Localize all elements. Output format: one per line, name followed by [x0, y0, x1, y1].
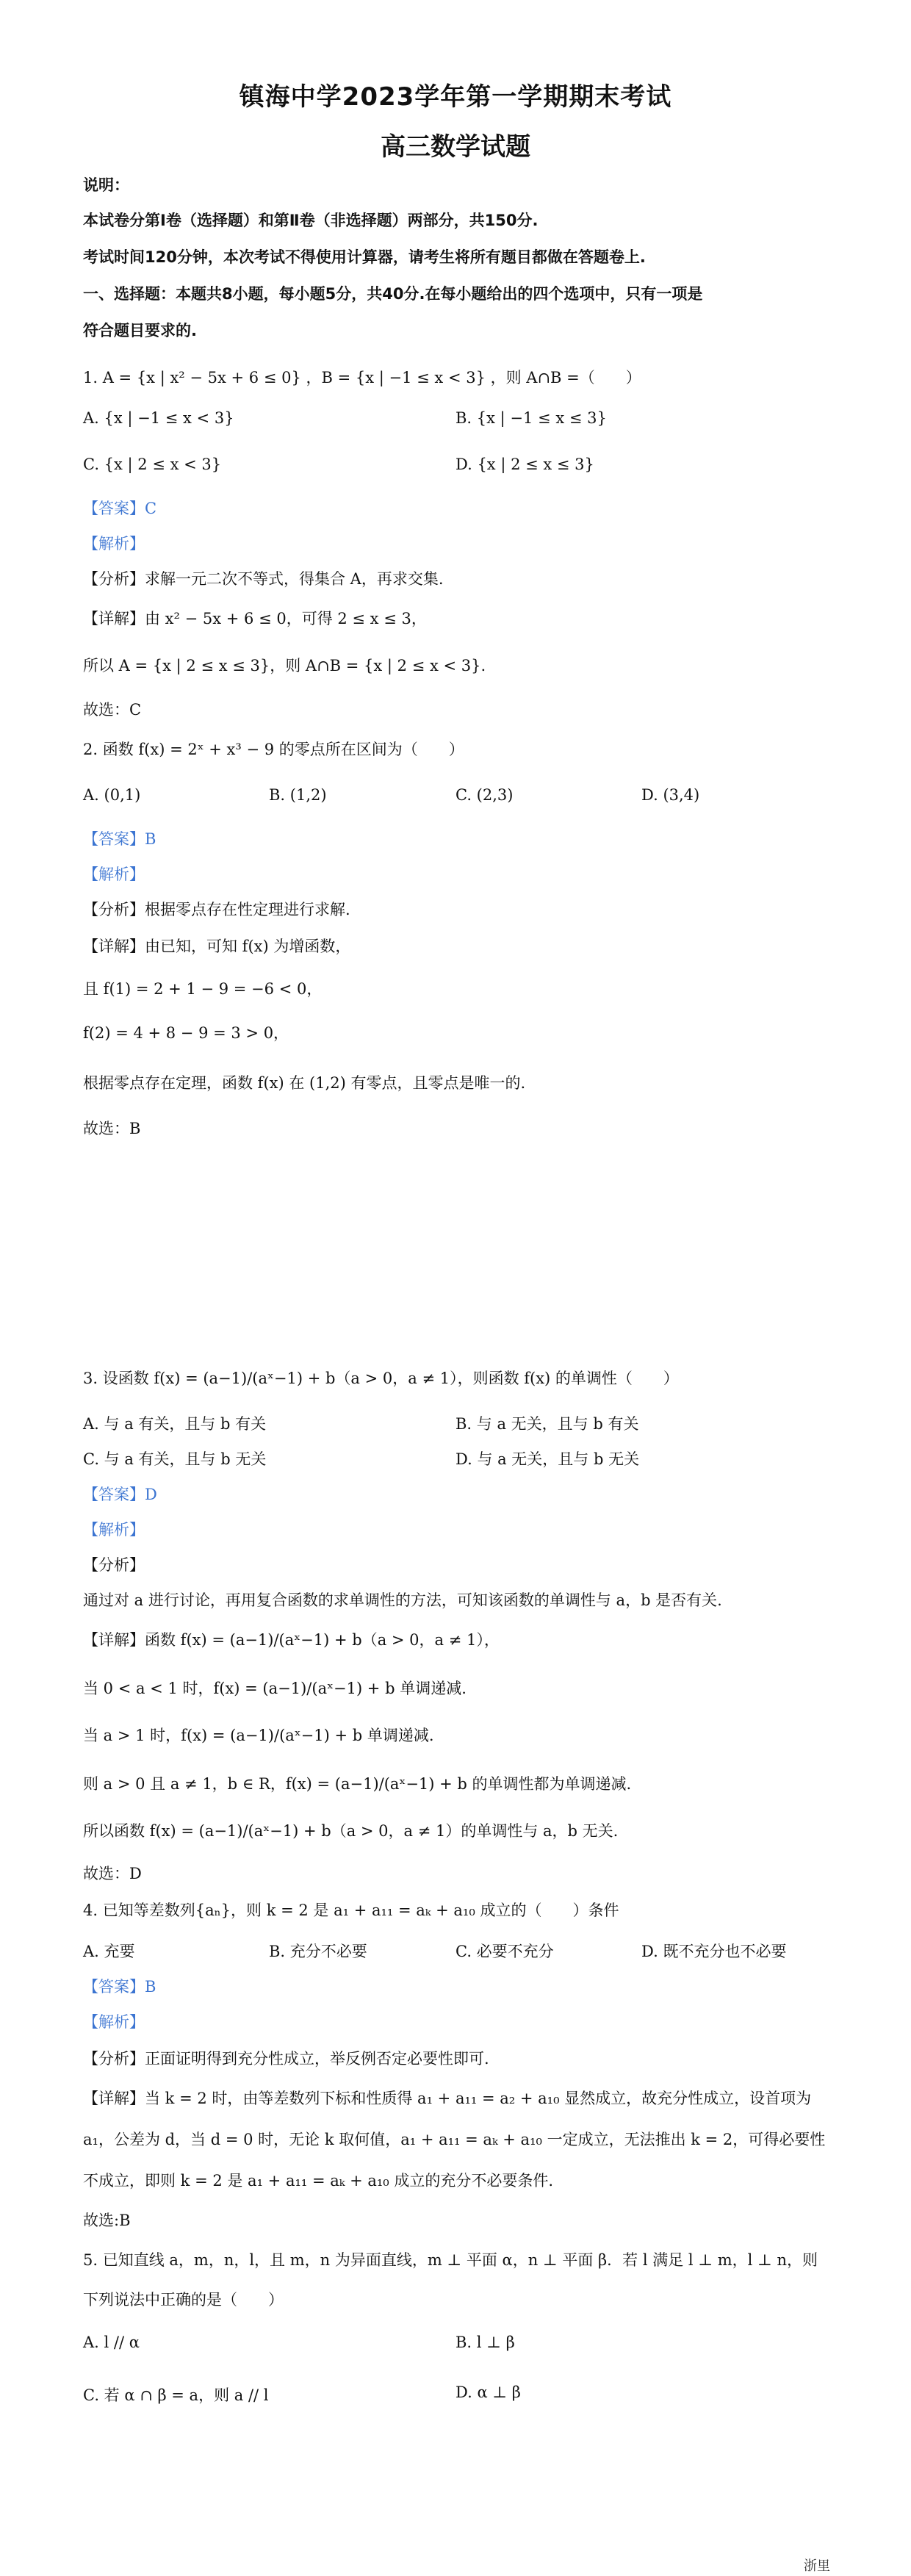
q1-stem: 1. A = {x | x² − 5x + 6 ≤ 0} ，B = {x | −1 ≤ x < 3} ，则 A∩B =（ ）: [83, 369, 641, 386]
q3-detail-4: 则 a > 0 且 a ≠ 1，b ∈ R，f(x) = (a−1)/(aˣ−1) + b 的单调性都为单调递减.: [83, 1775, 632, 1793]
q5-stem-2: 下列说法中正确的是（ ）: [83, 2291, 284, 2309]
q1-option-d: D. {x | 2 ≤ x ≤ 3}: [455, 456, 594, 473]
q2-option-d: D. (3,4): [641, 786, 700, 804]
q3-answer: 【答案】D: [83, 1486, 157, 1503]
q3-option-b: B. 与 a 无关，且与 b 有关: [455, 1415, 639, 1433]
section-heading: 一、选择题：本题共8小题，每小题5分，共40分.在每小题给出的四个选项中，只有一项是: [83, 285, 703, 303]
q4-answer: 【答案】B: [83, 1978, 156, 1996]
q2-stem: 2. 函数 f(x) = 2ˣ + x³ − 9 的零点所在区间为（ ）: [83, 741, 464, 758]
q2-choice: 故选：B: [83, 1120, 141, 1137]
q5-option-a: A. l // α: [83, 2334, 140, 2351]
q2-detail-3: f(2) = 4 + 8 − 9 = 3 > 0，: [83, 1024, 289, 1042]
footer-watermark: 浙里: [804, 2558, 830, 2574]
q1-detail-1: 【详解】由 x² − 5x + 6 ≤ 0，可得 2 ≤ x ≤ 3，: [83, 610, 427, 627]
q1-choice: 故选：C: [83, 701, 142, 719]
q4-option-c: C. 必要不充分: [455, 1943, 554, 1960]
q4-detail-2: a₁，公差为 d，当 d = 0 时，无论 k 取何值，a₁ + a₁₁ = aₖ + a₁₀ 一定成立，无法推出 k = 2，可得必要性: [83, 2131, 826, 2148]
q3-stem: 3. 设函数 f(x) = (a−1)/(aˣ−1) + b（a > 0，a ≠ 1），则函数 f(x) 的单调性（ ）: [83, 1370, 679, 1387]
q1-analysis: 【分析】求解一元二次不等式，得集合 A，再求交集.: [83, 570, 444, 588]
q3-choice: 故选：D: [83, 1865, 142, 1882]
q3-analysis-label: 【分析】: [83, 1556, 145, 1574]
q3-jiexi: 【解析】: [83, 1521, 145, 1539]
q1-jiexi: 【解析】: [83, 535, 145, 553]
q3-detail-2: 当 0 < a < 1 时，f(x) = (a−1)/(aˣ−1) + b 单调递减.: [83, 1680, 467, 1697]
q3-option-d: D. 与 a 无关，且与 b 无关: [455, 1450, 640, 1468]
section-heading-cont: 符合题目要求的.: [83, 322, 197, 339]
q2-detail-1: 【详解】由已知，可知 f(x) 为增函数，: [83, 938, 351, 955]
q1-detail-2: 所以 A = {x | 2 ≤ x ≤ 3}，则 A∩B = {x | 2 ≤ x < 3}.: [83, 657, 486, 674]
q4-detail-3: 不成立，即则 k = 2 是 a₁ + a₁₁ = aₖ + a₁₀ 成立的充分不必要条件.: [83, 2172, 554, 2190]
q2-option-b: B. (1,2): [269, 786, 327, 804]
q3-detail-5: 所以函数 f(x) = (a−1)/(aˣ−1) + b（a > 0，a ≠ 1）的单调性与 a，b 无关.: [83, 1822, 619, 1840]
q5-stem-1: 5. 已知直线 a，m，n，l，且 m，n 为异面直线，m ⊥ 平面 α，n ⊥ 平面 β．若 l 满足 l ⊥ m，l ⊥ n，则: [83, 2251, 818, 2269]
q2-detail-2: 且 f(1) = 2 + 1 − 9 = −6 < 0，: [83, 980, 323, 998]
exam-subtitle: 高三数学试题: [381, 132, 530, 162]
q4-jiexi: 【解析】: [83, 2013, 145, 2031]
q4-option-a: A. 充要: [83, 1943, 135, 1960]
q5-option-c: C. 若 α ∩ β = a，则 a // l: [83, 2386, 269, 2404]
q3-detail-3: 当 a > 1 时，f(x) = (a−1)/(aˣ−1) + b 单调递减.: [83, 1727, 434, 1744]
intro-line-2: 考试时间120分钟，本次考试不得使用计算器，请考生将所有题目都做在答题卷上.: [83, 248, 646, 266]
q3-option-a: A. 与 a 有关，且与 b 有关: [83, 1415, 267, 1433]
q4-option-b: B. 充分不必要: [269, 1943, 367, 1960]
q2-answer: 【答案】B: [83, 830, 156, 848]
q4-stem: 4. 已知等差数列{aₙ}，则 k = 2 是 a₁ + a₁₁ = aₖ + a₁₀ 成立的（ ）条件: [83, 1902, 619, 1919]
q4-choice: 故选:B: [83, 2212, 131, 2229]
q5-option-d: D. α ⊥ β: [455, 2383, 521, 2401]
q4-option-d: D. 既不充分也不必要: [641, 1943, 787, 1960]
q2-detail-4: 根据零点存在定理，函数 f(x) 在 (1,2) 有零点，且零点是唯一的.: [83, 1074, 526, 1092]
q4-analysis: 【分析】正面证明得到充分性成立，举反例否定必要性即可.: [83, 2050, 489, 2068]
q2-option-c: C. (2,3): [455, 786, 514, 804]
q2-jiexi: 【解析】: [83, 866, 145, 883]
q1-option-b: B. {x | −1 ≤ x ≤ 3}: [455, 409, 607, 427]
q1-option-a: A. {x | −1 ≤ x < 3}: [83, 409, 234, 427]
q3-detail-1: 【详解】函数 f(x) = (a−1)/(aˣ−1) + b（a > 0，a ≠ 1），: [83, 1631, 500, 1649]
intro-label: 说明：: [83, 176, 129, 194]
q1-answer: 【答案】C: [83, 500, 157, 517]
intro-line-1: 本试卷分第Ⅰ卷（选择题）和第Ⅱ卷（非选择题）两部分，共150分.: [83, 212, 539, 229]
q2-option-a: A. (0,1): [83, 786, 141, 804]
q4-detail-1: 【详解】当 k = 2 时，由等差数列下标和性质得 a₁ + a₁₁ = a₂ + a₁₀ 显然成立，故充分性成立，设首项为: [83, 2090, 812, 2107]
q2-analysis: 【分析】根据零点存在性定理进行求解.: [83, 901, 350, 918]
exam-title: 镇海中学2023学年第一学期期末考试: [239, 82, 672, 112]
q3-option-c: C. 与 a 有关，且与 b 无关: [83, 1450, 267, 1468]
q1-option-c: C. {x | 2 ≤ x < 3}: [83, 456, 222, 473]
q3-analysis: 通过对 a 进行讨论，再用复合函数的求单调性的方法，可知该函数的单调性与 a，b 是否有关.: [83, 1591, 722, 1609]
q5-option-b: B. l ⊥ β: [455, 2334, 515, 2351]
